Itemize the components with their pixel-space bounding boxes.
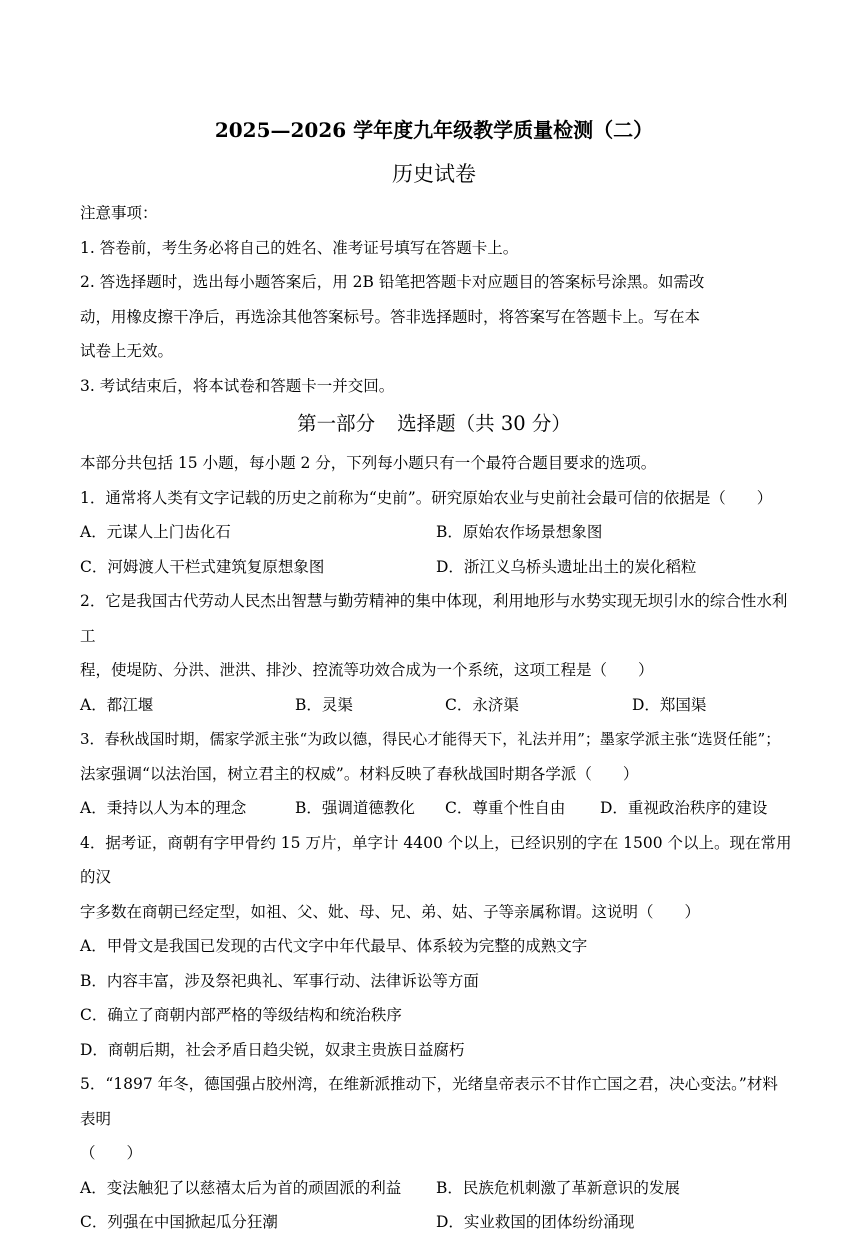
option-a: A．都江堰 <box>80 695 154 714</box>
question-3-stem: 3．春秋战国时期，儒家学派主张“为政以德，得民心才能得天下，礼法并用”；墨家学派主张“选贤任能”； <box>80 730 781 748</box>
question-5-options <box>80 1171 792 1206</box>
question-4-stem: 4．据考证，商朝有字甲骨约 15 万片，单字计 4400 个以上，已经识别的字在 1500 个以上。现在常用的汉 <box>80 833 792 886</box>
option-a: A．秉持以人为本的理念 <box>80 799 247 817</box>
option-c: C．确立了商朝内部严格的等级结构和统治秩序 <box>80 1006 402 1024</box>
question-5-stem: 5．“1897 年冬，德国强占胶州湾，在维新派推动下，光绪皇帝表示不甘作亡国之君，决心变法。”材料表明 <box>80 1075 778 1128</box>
option-a: A．甲骨文是我国已发现的古代文字中年代最早、体系较为完整的成熟文字 <box>80 937 588 955</box>
notice-heading: 注意事项： <box>80 204 158 222</box>
question-2-stem: 程，使堤防、分洪、泄洪、排沙、控流等功效合成为一个系统，这项工程是（ ） <box>80 661 654 679</box>
notice-line: 动，用橡皮擦干净后，再选涂其他答案标号。答非选择题时，将答案写在答题卡上。写在本 <box>80 307 701 326</box>
question-2-options <box>80 688 792 723</box>
option-d: D．商朝后期，社会矛盾日趋尖锐，奴隶主贵族日益腐朽 <box>80 1040 465 1059</box>
option-a: A．变法触犯了以慈禧太后为首的顽固派的利益 <box>80 1178 402 1197</box>
option-d: D．重视政治秩序的建设 <box>600 799 768 817</box>
section-title: 选择题（共 30 分） <box>397 412 571 435</box>
notice-line: 2. 答选择题时，选出每小题答案后，用 2B 铅笔把答题卡对应题目的答案标号涂黑。如需改 <box>80 273 705 291</box>
option-c: C．河姆渡人干栏式建筑复原想象图 <box>80 557 325 576</box>
question-1-stem: 1．通常将人类有文字记载的历史之前称为“史前”。研究原始农业与史前社会最可信的依据是（ ） <box>80 488 773 507</box>
section-intro: 本部分共包括 15 小题，每小题 2 分，下列每小题只有一个最符合题目要求的选项。 <box>80 454 657 472</box>
exam-subject: 历史试卷 <box>392 162 476 186</box>
question-3-stem: 法家强调“以法治国，树立君主的权威”。材料反映了春秋战国时期各学派（ ） <box>80 764 639 783</box>
notice-line: 1. 答卷前，考生务必将自己的姓名、准考证号填写在答题卡上。 <box>80 238 519 257</box>
questions-block <box>80 446 792 1240</box>
option-d: D．浙江义乌桥头遗址出土的炭化稻粒 <box>436 557 697 576</box>
exam-title: 2025—2026 学年度九年级教学质量检测（二） <box>214 118 654 142</box>
option-c: C．永济渠 <box>445 695 519 714</box>
question-4-stem: 字多数在商朝已经定型，如祖、父、妣、母、兄、弟、姑、子等亲属称谓。这说明（ ） <box>80 902 701 921</box>
question-5-options <box>80 1205 792 1240</box>
option-d: D．实业救国的团体纷纷涌现 <box>436 1213 635 1231</box>
option-b: B．灵渠 <box>295 695 353 714</box>
question-2-stem: 2．它是我国古代劳动人民杰出智慧与勤劳精神的集中体现，利用地形与水势实现无坝引水的综合性水利工 <box>80 592 788 645</box>
option-b: B．内容丰富，涉及祭祀典礼、军事行动、法律诉讼等方面 <box>80 971 479 990</box>
option-b: B．民族危机刺激了革新意识的发展 <box>436 1178 680 1197</box>
notice-line: 3. 考试结束后，将本试卷和答题卡一并交回。 <box>80 376 395 395</box>
question-1-options <box>80 550 792 585</box>
option-d: D．郑国渠 <box>632 695 707 714</box>
notice-line: 试卷上无效。 <box>80 342 174 360</box>
notice-block <box>80 196 792 403</box>
option-b: B．强调道德教化 <box>295 799 415 817</box>
question-3-options <box>80 791 792 826</box>
option-b: B．原始农作场景想象图 <box>436 523 603 541</box>
question-5-stem: （ ） <box>80 1144 143 1162</box>
option-a: A．元谋人上门齿化石 <box>80 523 231 541</box>
section-heading <box>0 408 868 436</box>
option-c: C．列强在中国掀起瓜分狂潮 <box>80 1213 278 1231</box>
option-c: C．尊重个性自由 <box>445 799 566 817</box>
question-1-options <box>80 515 792 550</box>
section-part: 第一部分 <box>297 412 376 435</box>
